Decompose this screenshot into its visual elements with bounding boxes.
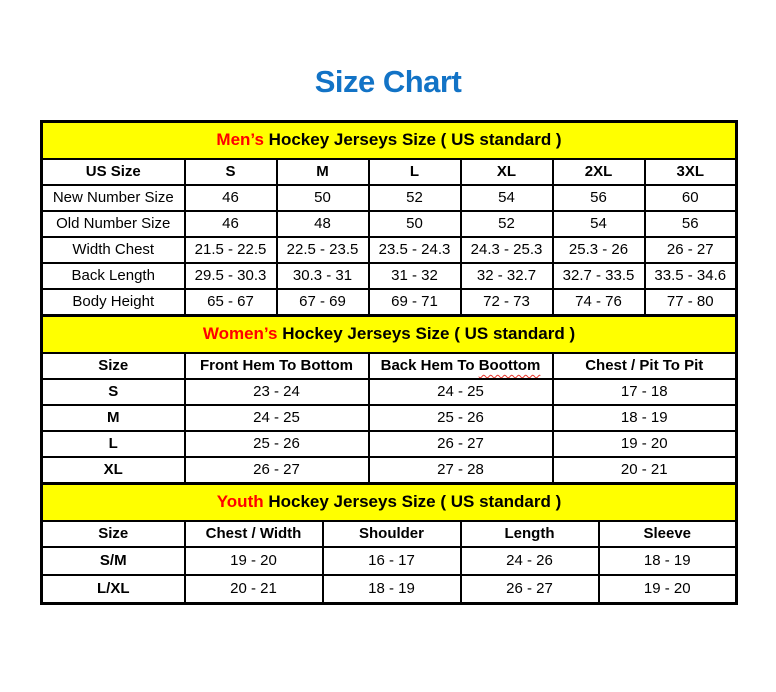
table-row [42, 431, 737, 457]
cell: 26 - 27 [369, 431, 553, 457]
cell: 24 - 25 [185, 405, 369, 431]
row-label: XL [42, 457, 185, 484]
mens-header-row [42, 159, 737, 185]
table-row [42, 289, 737, 316]
cell: 18 - 19 [599, 547, 737, 575]
cell: 26 - 27 [185, 457, 369, 484]
cell: 23 - 24 [185, 379, 369, 405]
row-label: Old Number Size [42, 211, 185, 237]
table-row [42, 237, 737, 263]
cell: 20 - 21 [553, 457, 737, 484]
column-header: Sleeve [599, 521, 737, 547]
column-header: M [277, 159, 369, 185]
table-row [42, 379, 737, 405]
cell: 27 - 28 [369, 457, 553, 484]
cell: 60 [645, 185, 737, 211]
row-label: S [42, 379, 185, 405]
mens-section-title [42, 122, 737, 160]
column-header: Chest / Pit To Pit [553, 353, 737, 379]
womens-accent-label: Women’s [202, 324, 278, 344]
cell: 69 - 71 [369, 289, 461, 316]
row-label: Body Height [42, 289, 185, 316]
mens-accent-label: Men’s [216, 130, 264, 150]
table-row [42, 547, 737, 575]
cell: 46 [185, 211, 277, 237]
womens-header-row [42, 353, 737, 379]
column-header: L [369, 159, 461, 185]
cell: 22.5 - 23.5 [277, 237, 369, 263]
table-row [42, 211, 737, 237]
cell: 52 [369, 185, 461, 211]
cell: 74 - 76 [553, 289, 645, 316]
mens-band-text: Hockey Jerseys Size ( US standard ) [263, 130, 562, 150]
table-row [42, 405, 737, 431]
table-row [42, 575, 737, 604]
misspelled-word: Boottom [478, 356, 541, 374]
cell: 30.3 - 31 [277, 263, 369, 289]
column-header: Size [42, 353, 185, 379]
cell: 56 [645, 211, 737, 237]
youth-section-band [42, 484, 737, 522]
cell: 65 - 67 [185, 289, 277, 316]
cell: 77 - 80 [645, 289, 737, 316]
cell: 54 [553, 211, 645, 237]
cell: 18 - 19 [553, 405, 737, 431]
cell: 25 - 26 [185, 431, 369, 457]
youth-header-row [42, 521, 737, 547]
cell: 26 - 27 [645, 237, 737, 263]
mens-size-table [40, 120, 738, 317]
column-header: Shoulder [323, 521, 461, 547]
cell: 20 - 21 [185, 575, 323, 604]
cell: 24 - 25 [369, 379, 553, 405]
cell: 48 [277, 211, 369, 237]
row-label: L [42, 431, 185, 457]
youth-accent-label: Youth [216, 492, 264, 512]
cell: 29.5 - 30.3 [185, 263, 277, 289]
column-header: US Size [42, 159, 185, 185]
youth-section-title [42, 484, 737, 522]
cell: 50 [369, 211, 461, 237]
cell: 25.3 - 26 [553, 237, 645, 263]
row-label: M [42, 405, 185, 431]
womens-size-table [40, 314, 738, 485]
womens-section-title [42, 316, 737, 354]
cell: 33.5 - 34.6 [645, 263, 737, 289]
cell: 19 - 20 [599, 575, 737, 604]
cell: 72 - 73 [461, 289, 553, 316]
table-row [42, 457, 737, 484]
row-label: Width Chest [42, 237, 185, 263]
column-header: Chest / Width [185, 521, 323, 547]
cell: 67 - 69 [277, 289, 369, 316]
youth-band-text: Hockey Jerseys Size ( US standard ) [263, 492, 562, 512]
size-tables-container [40, 120, 738, 605]
cell: 23.5 - 24.3 [369, 237, 461, 263]
cell: 19 - 20 [553, 431, 737, 457]
page-title: Size Chart [314, 64, 462, 99]
cell: 54 [461, 185, 553, 211]
cell: 32 - 32.7 [461, 263, 553, 289]
column-header: XL [461, 159, 553, 185]
cell: 17 - 18 [553, 379, 737, 405]
column-header: S [185, 159, 277, 185]
cell: 24.3 - 25.3 [461, 237, 553, 263]
cell: 50 [277, 185, 369, 211]
cell: 16 - 17 [323, 547, 461, 575]
row-label: New Number Size [42, 185, 185, 211]
column-header: 2XL [553, 159, 645, 185]
cell: 56 [553, 185, 645, 211]
column-header-text: Back Hem To [380, 356, 479, 374]
row-label: Back Length [42, 263, 185, 289]
cell: 21.5 - 22.5 [185, 237, 277, 263]
cell: 52 [461, 211, 553, 237]
youth-size-table [40, 482, 738, 605]
table-row [42, 185, 737, 211]
column-header: Length [461, 521, 599, 547]
cell: 31 - 32 [369, 263, 461, 289]
cell: 25 - 26 [369, 405, 553, 431]
column-header: Size [42, 521, 185, 547]
row-label: S/M [42, 547, 185, 575]
row-label: L/XL [42, 575, 185, 604]
column-header: 3XL [645, 159, 737, 185]
cell: 46 [185, 185, 277, 211]
womens-section-band [42, 316, 737, 354]
cell: 18 - 19 [323, 575, 461, 604]
column-header: Front Hem To Bottom [185, 353, 369, 379]
table-row [42, 263, 737, 289]
cell: 26 - 27 [461, 575, 599, 604]
cell: 32.7 - 33.5 [553, 263, 645, 289]
cell: 24 - 26 [461, 547, 599, 575]
cell: 19 - 20 [185, 547, 323, 575]
column-header [369, 353, 553, 379]
womens-band-text: Hockey Jerseys Size ( US standard ) [277, 324, 576, 344]
mens-section-band [42, 122, 737, 160]
